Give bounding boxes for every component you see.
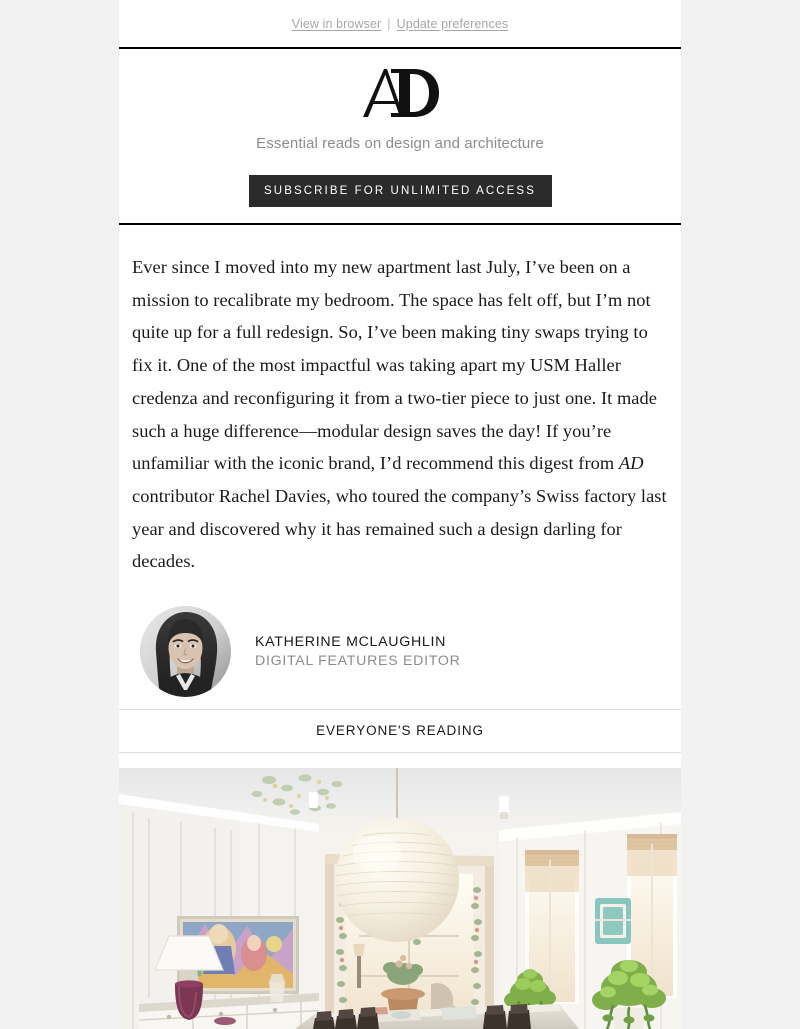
update-preferences-link[interactable]: Update preferences xyxy=(396,16,509,31)
author-headshot-avatar xyxy=(140,606,231,697)
editor-letter xyxy=(119,225,681,578)
preheader-bar xyxy=(119,0,681,47)
author-role: DIGITAL FEATURES EDITOR xyxy=(255,652,461,669)
preheader-separator: | xyxy=(387,16,391,31)
masthead xyxy=(119,49,681,223)
letter-text-part-1: Ever since I moved into my new apartment last July, I’ve been on a mission to recalibrate my bedroom. The space has felt off, but I’m not quite up for a full redesign. So, I’ve been making tiny swaps trying to fix it. One of the most impactful was taking apart my USM Haller credenza and reconfiguring it from a two-tier piece to just one. It made such a huge difference—modular design saves the day! If you’re unfamiliar with the iconic brand, I’d recommend this digest from xyxy=(132,257,657,474)
email-card xyxy=(119,0,681,1000)
ad-monogram-logo[interactable] xyxy=(119,65,681,121)
section-band xyxy=(119,709,681,753)
subscribe-button[interactable]: SUBSCRIBE FOR UNLIMITED ACCESS xyxy=(249,175,552,207)
section-divider-bottom xyxy=(119,752,681,753)
author-byline xyxy=(119,578,681,698)
dining-room-photo[interactable] xyxy=(119,768,681,1029)
letter-text-part-2: contributor Rachel Davies, who toured the company’s Swiss factory last year and discovered why it has remained such a design darling for decades. xyxy=(132,485,667,572)
masthead-tagline: Essential reads on design and architecture xyxy=(256,135,544,152)
author-name: KATHERINE MCLAUGHLIN xyxy=(255,633,447,650)
letter-paragraph xyxy=(132,251,668,578)
byline-text xyxy=(255,633,461,671)
view-in-browser-link[interactable]: View in browser xyxy=(291,16,382,31)
section-title: EVERYONE'S READING xyxy=(316,723,484,739)
brand-italic-ad: AD xyxy=(618,453,644,474)
cta-row xyxy=(119,175,681,223)
